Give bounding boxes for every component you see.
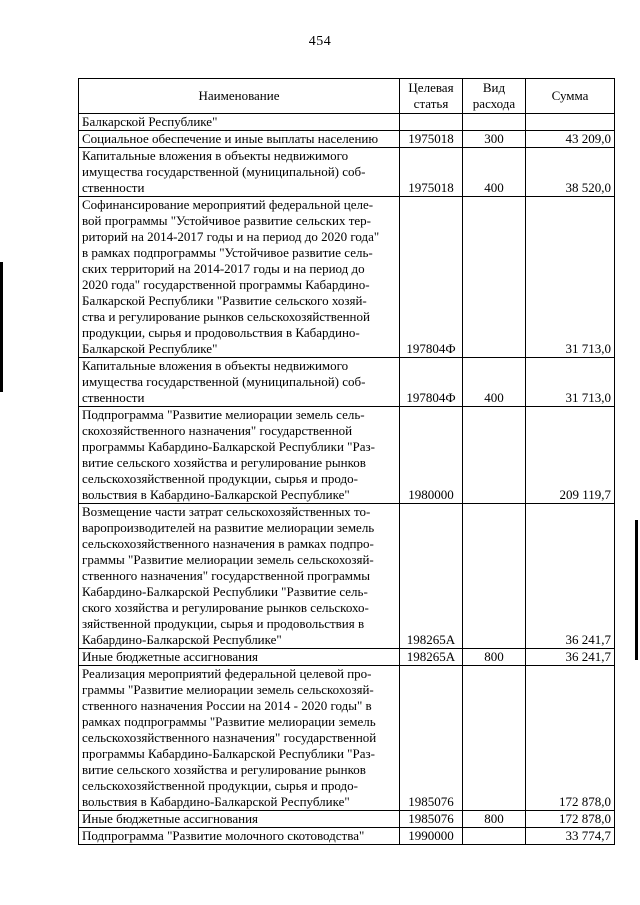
row-name-line: имущества государственной (муниципальной) соб- [82,164,366,179]
row-name-line: Балкарской Республике" [82,341,218,356]
table-row [79,504,615,649]
table-row [79,666,615,811]
row-name-line: имущества государственной (муниципальной) соб- [82,374,366,389]
row-name-line: ственности [82,180,145,195]
row-name-cell [79,504,400,649]
budget-table [78,78,615,845]
row-name-cell [79,828,400,845]
table-row [79,358,615,407]
row-name-line: 2020 года" государственной программы Кабардино- [82,277,370,292]
table-row [79,828,615,845]
row-sum-cell: 31 713,0 [526,197,615,358]
row-sum-cell: 172 878,0 [526,666,615,811]
row-name-line: ства и регулирование рынков сельскохозяйственной [82,309,370,324]
row-name-line: витие сельского хозяйства и регулирование рынков [82,455,366,470]
row-name-line: риторий на 2014-2017 годы и на период до 2020 года" [82,229,380,244]
row-name-line: ских территорий на 2014-2017 годы и на период до [82,261,365,276]
row-expense-type-cell [463,828,526,845]
row-sum-cell: 31 713,0 [526,358,615,407]
row-name-line: варопроизводителей на развитие мелиорации земель [82,520,375,535]
row-article-cell: 1975018 [400,148,463,197]
row-name-line: рамках подпрограммы "Развитие мелиорации земель [82,714,376,729]
row-sum-cell [526,114,615,131]
row-expense-type-cell [463,504,526,649]
row-name-line: вольствия в Кабардино-Балкарской Республике" [82,794,350,809]
row-name-line: Социальное обеспечение и иные выплаты населению [82,131,379,146]
row-expense-type-cell: 400 [463,358,526,407]
row-expense-type-cell: 800 [463,649,526,666]
header-expense-type: Вид расхода [463,79,526,114]
row-name-line: Капитальные вложения в объекты недвижимого [82,358,349,373]
row-article-cell: 1980000 [400,407,463,504]
row-sum-cell: 36 241,7 [526,504,615,649]
row-name-line: зяйственной продукции, сырья и продовольствия в [82,616,365,631]
header-sum: Сумма [526,79,615,114]
row-sum-cell: 38 520,0 [526,148,615,197]
row-article-cell: 1985076 [400,666,463,811]
row-name-line: в рамках подпрограммы "Устойчивое развитие сель- [82,245,373,260]
row-name-cell [79,148,400,197]
row-name-line: продукции, сырья и продовольствия в Кабардино- [82,325,360,340]
row-name-line: вольствия в Кабардино-Балкарской Республике" [82,487,350,502]
header-article: Целевая статья [400,79,463,114]
row-name-line: Иные бюджетные ассигнования [82,811,259,826]
row-sum-cell: 43 209,0 [526,131,615,148]
row-name-line: вой программы "Устойчивое развитие сельских тер- [82,213,372,228]
row-name-line: Балкарской Республике" [82,114,218,129]
row-name-line: Подпрограмма "Развитие молочного скотоводства" [82,828,365,843]
row-name-line: Капитальные вложения в объекты недвижимого [82,148,349,163]
row-article-cell: 197804Ф [400,197,463,358]
row-expense-type-cell [463,114,526,131]
row-name-line: сельскохозяйственной продукции, сырья и продо- [82,778,358,793]
row-article-cell [400,114,463,131]
table-row [79,197,615,358]
row-name-cell [79,114,400,131]
row-name-line: граммы "Развитие мелиорации земель сельскохозяй- [82,552,374,567]
row-article-cell: 198265А [400,649,463,666]
row-expense-type-cell [463,197,526,358]
row-name-line: Кабардино-Балкарской Республики "Развитие сель- [82,584,368,599]
row-name-line: сельскохозяйственного назначения" государственной [82,730,377,745]
row-sum-cell: 36 241,7 [526,649,615,666]
table-row [79,811,615,828]
scan-edge-mark-left [0,262,3,392]
row-article-cell: 1990000 [400,828,463,845]
row-name-line: ственного назначения" государственной программы [82,568,370,583]
row-name-line: Софинансирование мероприятий федеральной целе- [82,197,374,212]
row-name-line: Кабардино-Балкарской Республике" [82,632,282,647]
row-name-cell [79,358,400,407]
table-body [79,114,615,845]
row-name-line: Реализация мероприятий федеральной целевой про- [82,666,372,681]
header-name: Наименование [79,79,400,114]
row-name-line: Балкарской Республики "Развитие сельского хозяй- [82,293,367,308]
row-name-line: ственного назначения России на 2014 - 2020 годы" в [82,698,372,713]
row-name-line: витие сельского хозяйства и регулирование рынков [82,762,366,777]
table-row [79,649,615,666]
row-name-cell [79,649,400,666]
row-name-line: Подпрограмма "Развитие мелиорации земель сель- [82,407,365,422]
row-name-line: сельскохозяйственного назначения в рамках подпро- [82,536,374,551]
row-expense-type-cell [463,666,526,811]
table-header-row [79,79,615,114]
row-name-line: граммы "Развитие мелиорации земель сельскохозяй- [82,682,374,697]
row-name-line: скохозяйственного назначения" государственной [82,423,353,438]
table-row [79,131,615,148]
row-sum-cell: 33 774,7 [526,828,615,845]
row-expense-type-cell: 400 [463,148,526,197]
row-article-cell: 1975018 [400,131,463,148]
row-expense-type-cell: 300 [463,131,526,148]
row-article-cell: 197804Ф [400,358,463,407]
table-row [79,148,615,197]
row-name-cell [79,407,400,504]
table-row [79,114,615,131]
row-expense-type-cell [463,407,526,504]
page-number: 454 [308,34,332,49]
row-article-cell: 198265А [400,504,463,649]
row-name-cell [79,811,400,828]
row-name-line: сельскохозяйственной продукции, сырья и продо- [82,471,358,486]
row-article-cell: 1985076 [400,811,463,828]
row-name-line: программы Кабардино-Балкарской Республики "Раз- [82,746,375,761]
row-name-cell [79,197,400,358]
row-name-line: Возмещение части затрат сельскохозяйственных то- [82,504,371,519]
row-name-cell [79,666,400,811]
row-name-line: программы Кабардино-Балкарской Республики "Раз- [82,439,375,454]
row-name-line: ского хозяйства и регулирование рынков сельскохо- [82,600,369,615]
row-name-cell [79,131,400,148]
row-expense-type-cell: 800 [463,811,526,828]
row-sum-cell: 172 878,0 [526,811,615,828]
row-name-line: ственности [82,390,145,405]
scan-edge-mark-right [635,520,638,660]
row-sum-cell: 209 119,7 [526,407,615,504]
table-row [79,407,615,504]
row-name-line: Иные бюджетные ассигнования [82,649,259,664]
